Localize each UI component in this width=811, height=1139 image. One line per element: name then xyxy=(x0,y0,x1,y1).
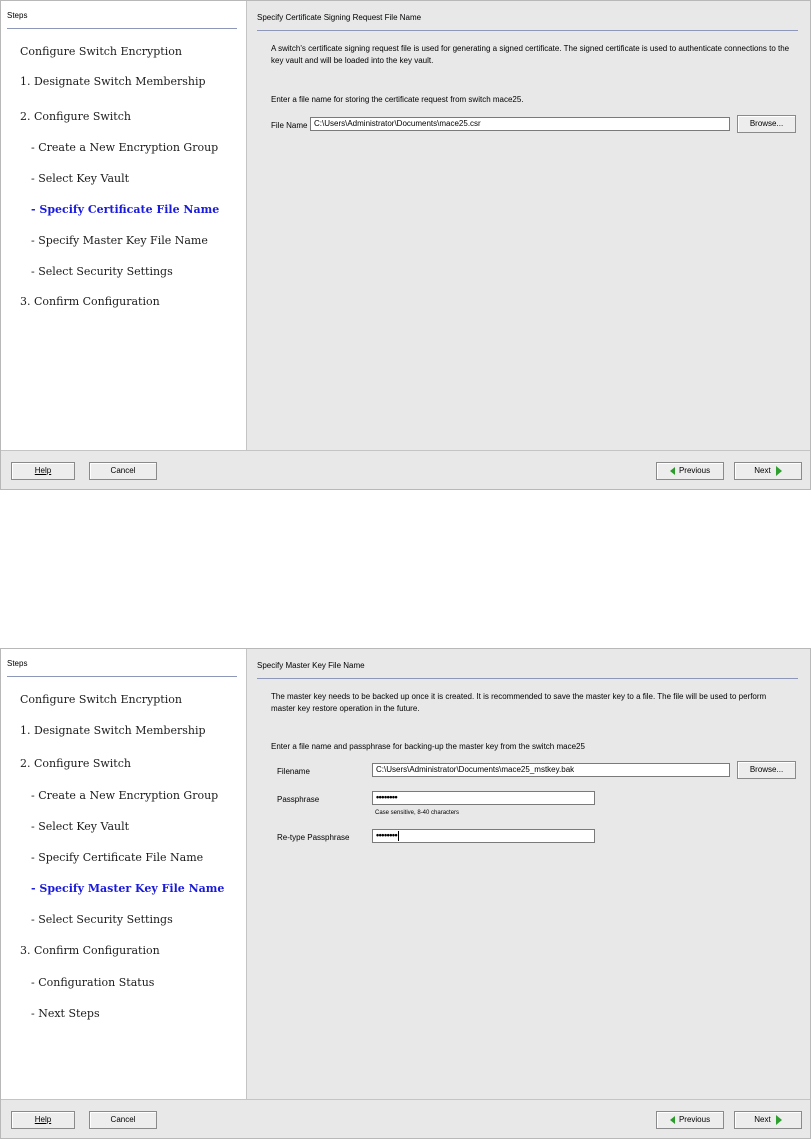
wizard-footer xyxy=(1,1099,810,1138)
right-arrow-icon xyxy=(776,466,782,476)
content-panel xyxy=(247,1,810,451)
description-text: A switch's certificate signing request file is used for generating a signed certificate. The signed certificate is used to authenticate connections to the key vault and will be loaded into the key vault. xyxy=(271,44,790,65)
steps-header: Steps xyxy=(7,11,28,20)
content-divider xyxy=(257,678,798,679)
browse-button[interactable]: Browse... xyxy=(737,761,796,779)
step-specify-certificate-file-name: - Specify Certificate File Name xyxy=(31,203,220,216)
cancel-button-label: Cancel xyxy=(110,466,136,475)
previous-button-label: Previous xyxy=(678,466,711,475)
content-panel xyxy=(247,649,810,1100)
previous-button-label: Previous xyxy=(678,1115,711,1124)
step-specify-master-key-file-name: - Specify Master Key File Name xyxy=(31,882,225,895)
step-designate-switch-membership: 1. Designate Switch Membership xyxy=(20,75,206,88)
step-configure-switch: 2. Configure Switch xyxy=(20,110,131,123)
next-button[interactable] xyxy=(734,462,802,480)
help-button-label: Help xyxy=(34,466,52,475)
next-button-label: Next xyxy=(754,1115,771,1124)
steps-header: Steps xyxy=(7,659,28,668)
step-configure-switch: 2. Configure Switch xyxy=(20,757,131,770)
prompt-text: Enter a file name and passphrase for backing-up the master key from the switch mace25 xyxy=(271,742,585,751)
description-text: The master key needs to be backed up once it is created. It is recommended to save the master key to a file. The file will be used to perform master key restore operation in the future. xyxy=(271,692,767,713)
file-name-label: File Name xyxy=(271,121,308,130)
cancel-button-label: Cancel xyxy=(110,1115,136,1124)
previous-button[interactable] xyxy=(656,462,724,480)
step-confirm-configuration: 3. Confirm Configuration xyxy=(20,295,160,308)
prompt-text: Enter a file name for storing the certificate request from switch mace25. xyxy=(271,95,524,104)
retype-passphrase-input[interactable] xyxy=(372,829,595,843)
certificate-wizard-panel xyxy=(0,0,811,490)
step-configure-switch-encryption: Configure Switch Encryption xyxy=(20,693,182,706)
left-arrow-icon xyxy=(670,1116,675,1124)
help-button-label: Help xyxy=(34,1115,52,1124)
left-arrow-icon xyxy=(670,467,675,475)
next-button-label: Next xyxy=(754,466,771,475)
step-create-encryption-group: - Create a New Encryption Group xyxy=(31,141,219,154)
browse-button[interactable]: Browse... xyxy=(737,115,796,133)
steps-divider xyxy=(7,28,237,29)
filename-input[interactable]: C:\Users\Administrator\Documents\mace25_mstkey.bak xyxy=(372,763,730,777)
step-designate-switch-membership: 1. Designate Switch Membership xyxy=(20,724,206,737)
text-cursor xyxy=(398,831,399,841)
next-button[interactable] xyxy=(734,1111,802,1129)
step-create-encryption-group: - Create a New Encryption Group xyxy=(31,789,219,802)
wizard-footer xyxy=(1,450,810,489)
right-arrow-icon xyxy=(776,1115,782,1125)
passphrase-input[interactable]: •••••••• xyxy=(372,791,595,805)
step-select-security-settings: - Select Security Settings xyxy=(31,913,173,926)
retype-passphrase-label: Re-type Passphrase xyxy=(277,833,350,842)
filename-label: Filename xyxy=(277,767,310,776)
step-specify-certificate-file-name: - Specify Certificate File Name xyxy=(31,851,204,864)
step-specify-master-key-file-name: - Specify Master Key File Name xyxy=(31,234,208,247)
step-configure-switch-encryption: Configure Switch Encryption xyxy=(20,45,182,58)
passphrase-hint: Case sensitive, 8-40 characters xyxy=(375,810,460,816)
steps-divider xyxy=(7,676,237,677)
steps-panel xyxy=(1,649,247,1100)
retype-passphrase-value: •••••••• xyxy=(376,830,398,840)
help-button[interactable] xyxy=(11,1111,75,1129)
step-select-security-settings: - Select Security Settings xyxy=(31,265,173,278)
step-confirm-configuration: 3. Confirm Configuration xyxy=(20,944,160,957)
step-next-steps: - Next Steps xyxy=(31,1007,100,1020)
cancel-button[interactable] xyxy=(89,1111,157,1129)
passphrase-label: Passphrase xyxy=(277,795,320,804)
content-divider xyxy=(257,30,798,31)
help-button[interactable] xyxy=(11,462,75,480)
file-name-input[interactable]: C:\Users\Administrator\Documents\mace25.csr xyxy=(310,117,730,131)
cancel-button[interactable] xyxy=(89,462,157,480)
step-configuration-status: - Configuration Status xyxy=(31,976,155,989)
step-select-key-vault: - Select Key Vault xyxy=(31,172,130,185)
content-title: Specify Certificate Signing Request File Name xyxy=(257,13,422,22)
content-title: Specify Master Key File Name xyxy=(257,661,365,670)
previous-button[interactable] xyxy=(656,1111,724,1129)
master-key-wizard-panel xyxy=(0,648,811,1139)
step-select-key-vault: - Select Key Vault xyxy=(31,820,130,833)
steps-panel xyxy=(1,1,247,451)
